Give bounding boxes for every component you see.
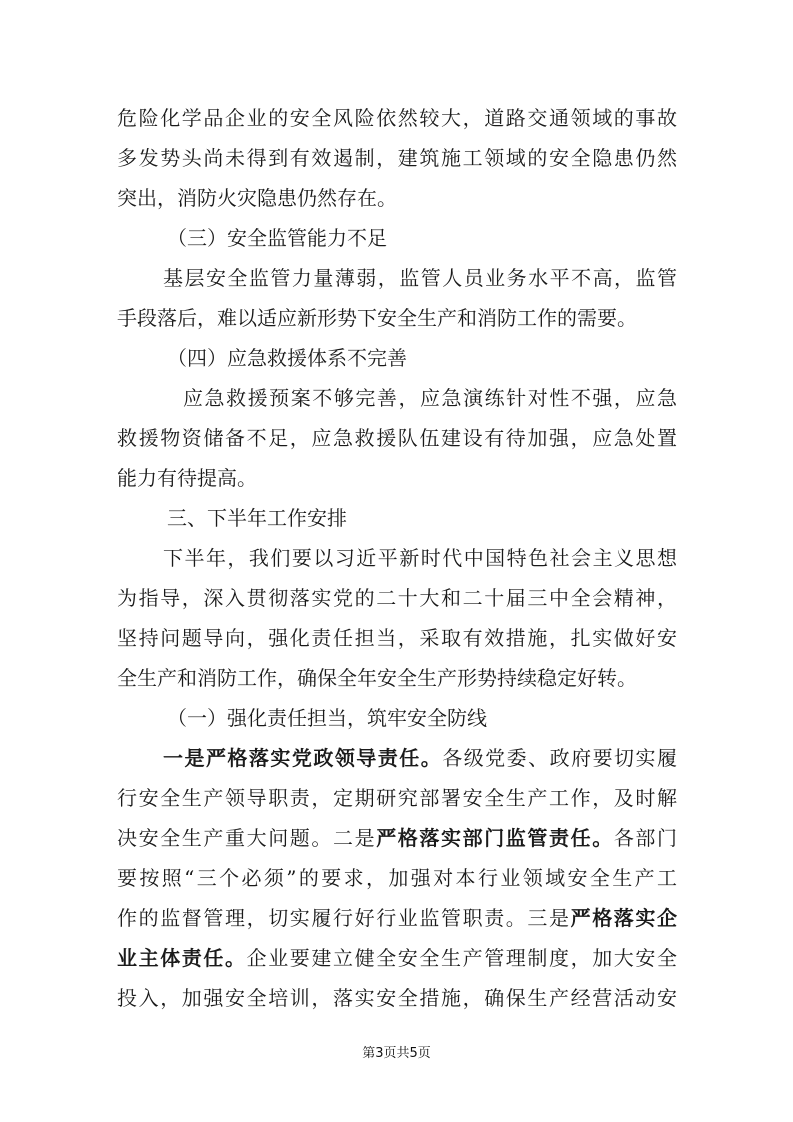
text-line: 行安全生产领导职责，定期研究部署安全生产工作，及时解 [117,786,677,810]
bold-phrase: 严格落实部门监管责任。 [376,826,614,850]
bold-phrase: 严格落实企 [570,906,677,930]
text-run: 企业要建立健全安全生产管理制度，加大安全 [246,946,677,970]
text-line: 全生产和消防工作，确保全年安全生产形势持续稳定好转。 [117,666,637,690]
text-line [117,818,677,858]
text-line [117,898,677,938]
bold-phrase: 业主体责任。 [117,946,247,970]
text-run: 各部门 [613,826,677,850]
text-line: 突出，消防火灾隐患仍然存在。 [117,186,397,210]
section-heading: （一）强化责任担当，筑牢安全防线 [167,706,487,730]
text-run: 作的监督管理，切实履行好行业监管职责。三是 [117,906,571,930]
text-line: 为指导，深入贯彻落实党的二十大和二十届三中全会精神， [117,586,677,610]
text-line [117,938,677,978]
text-run: 决安全生产重大问题。二是 [117,826,377,850]
page-number-footer: 第3页共5页 [362,1046,431,1061]
section-heading: 三、下半年工作安排 [167,506,347,530]
text-line: 下半年，我们要以习近平新时代中国特色社会主义思想 [163,546,677,570]
text-line: 手段落后，难以适应新形势下安全生产和消防工作的需要。 [117,306,637,330]
text-line: 救援物资储备不足，应急救援队伍建设有待加强，应急处置 [117,426,677,450]
text-line: 坚持问题导向，强化责任担当，采取有效措施，扎实做好安 [117,626,677,650]
text-line: 要按照“三个必须”的要求，加强对本行业领域安全生产工 [117,866,677,890]
text-run: 各级党委、政府要切实履 [442,746,677,770]
document-body [117,98,677,1018]
section-heading: （三）安全监管能力不足 [167,226,387,250]
text-line: 能力有待提高。 [117,466,257,490]
text-line: 应急救援预案不够完善，应急演练针对性不强，应急 [183,386,677,410]
section-heading: （四）应急救援体系不完善 [167,346,407,370]
text-line: 多发势头尚未得到有效遏制，建筑施工领域的安全隐患仍然 [117,146,677,170]
text-line: 基层安全监管力量薄弱，监管人员业务水平不高，监管 [163,266,677,290]
text-line: 投入，加强安全培训，落实安全措施，确保生产经营活动安 [117,986,677,1010]
text-line: 危险化学品企业的安全风险依然较大，道路交通领域的事故 [117,106,677,130]
bold-phrase: 一是严格落实党政领导责任。 [163,746,443,770]
text-line [117,738,677,778]
